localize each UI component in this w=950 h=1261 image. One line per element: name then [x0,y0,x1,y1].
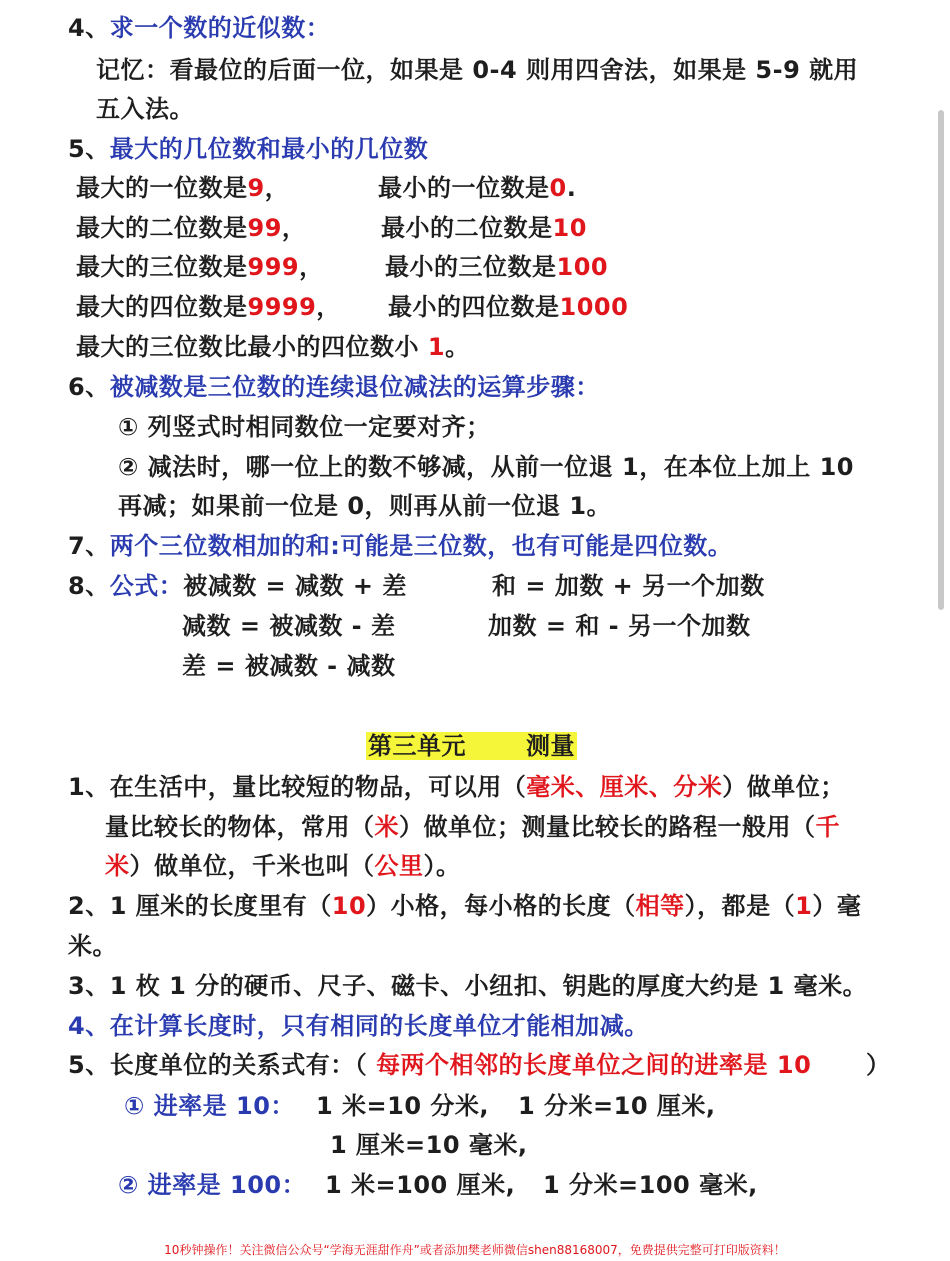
rate-label: ② 进率是 100： [118,1171,307,1199]
step-2-line-1: ② 减法时，哪一位上的数不够减，从前一位退 1，在本位上加上 10 [118,453,854,481]
measure-item-5-close: ） [866,1051,891,1079]
min-digit-row [378,172,576,204]
text: 1、在生活中，量比较短的物品，可以用（ [68,773,527,801]
step-1: ① 列竖式时相同数位一定要对齐； [118,413,491,441]
formula: 被减数 = 减数 + 差 [183,572,407,600]
measure-item-1-line-1 [68,771,845,803]
section-title: 最大的几位数和最小的几位数 [109,135,429,163]
answer: 1 [795,892,813,920]
section-4-heading [68,12,330,44]
max-digit-row [76,212,306,244]
text: ）。 [423,852,461,880]
measure-item-2-line-2: 米。 [68,932,117,960]
measure-item-1-line-2 [105,811,840,843]
min-digit-row [385,251,608,283]
scrollbar-thumb[interactable] [938,110,944,610]
summary-value: 1 [427,333,446,361]
text: ）做单位，千米也叫（ [129,852,375,880]
max-digit-row [76,291,341,323]
section-4-text-2: 五入法。 [96,95,194,123]
step-2-line-2: 再减；如果前一位是 0，则再从前一位退 1。 [118,492,612,520]
formula: 减数 = 被减数 - 差 [182,612,396,640]
text: 5、长度单位的关系式有：（ [68,1051,368,1079]
formula-label: 公式： [109,572,184,600]
summary-text: 最大的三位数比最小的四位数小 [76,333,419,361]
unit-title: 第三单元 [368,732,466,760]
section-8-heading [68,570,407,602]
rate-10-label [124,1090,295,1122]
min-digit-row [388,291,628,323]
answer: 相等 [635,892,685,920]
row-value: 999 [247,253,300,281]
rate-10-b: 1 分米=10 厘米, [518,1092,716,1120]
measure-item-2-line-1 [68,890,861,922]
measure-item-5-heading [68,1049,811,1081]
rate-100-a: 1 米=100 厘米, [325,1171,516,1199]
row-label: 最大的二位数是 [76,214,248,242]
row-punct: ， [281,214,307,242]
measure-item-1-line-3 [105,850,461,882]
section-5-summary [76,331,470,363]
row-value: 100 [556,253,609,281]
row-label: 最小的三位数是 [385,253,557,281]
section-number: 4、 [68,14,110,42]
text: ）小格，每小格的长度（ [366,892,636,920]
answer: 千 [815,813,840,841]
row-label: 最小的一位数是 [378,174,550,202]
answer: 10 [331,892,367,920]
formula: 加数 = 和 - 另一个加数 [488,612,751,640]
text: 2、1 厘米的长度里有（ [68,892,332,920]
section-4-text-1: 记忆：看最位的后面一位，如果是 0-4 则用四舍法，如果是 5-9 就用 [96,56,859,84]
min-digit-row [381,212,587,244]
section-title: 求一个数的近似数： [109,14,331,42]
row-punct: ， [316,293,341,321]
row-punct: ， [264,174,290,202]
section-number: 6、 [68,373,110,401]
section-7-heading [68,530,732,562]
measure-item-4: 4、在计算长度时，只有相同的长度单位才能相加减。 [68,1012,649,1040]
section-number: 7、 [68,532,110,560]
text: 量比较长的物体，常用（ [105,813,375,841]
row-punct: . [566,174,577,202]
unit-subtitle: 测量 [526,732,575,760]
row-label: 最大的一位数是 [76,174,248,202]
section-title: 被减数是三位数的连续退位减法的运算步骤： [109,373,600,401]
answer: 毫米、厘米、分米 [526,773,723,801]
row-value: 9999 [247,293,317,321]
summary-punct: 。 [445,333,470,361]
rate-label: ① 进率是 10： [124,1092,295,1120]
rate-10-a: 1 米=10 分米, [316,1092,490,1120]
max-digit-row [76,172,289,204]
max-digit-row [76,251,324,283]
section-5-heading [68,133,428,165]
row-label: 最小的四位数是 [388,293,560,321]
rate-100-label [118,1169,306,1201]
text: ）做单位； [722,773,845,801]
formula: 差 = 被减数 - 减数 [182,652,396,680]
answer: 公里 [374,852,424,880]
rate-10-c: 1 厘米=10 毫米, [330,1131,528,1159]
footer-notice: 10秒钟操作！关注微信公众号“学海无涯甜作舟”或者添加樊老师微信shen88168007，免费提供完整可打印版资料！ [164,1243,786,1257]
section-title: 两个三位数相加的和:可能是三位数，也有可能是四位数。 [109,532,733,560]
row-value: 0 [549,174,567,202]
section-number: 5、 [68,135,110,163]
row-value: 10 [552,214,587,242]
answer: 每两个相邻的长度单位之间的进率是 10 [376,1051,812,1079]
text: ），都是（ [684,892,796,920]
row-label: 最大的四位数是 [76,293,248,321]
section-6-heading [68,371,600,403]
row-value: 1000 [559,293,629,321]
measure-item-3: 3、1 枚 1 分的硬币、尺子、磁卡、小纽扣、钥匙的厚度大约是 1 毫米。 [68,972,868,1000]
unit-3-title [366,730,577,762]
answer: 米 [105,852,130,880]
rate-100-b: 1 分米=100 毫米, [543,1171,758,1199]
row-punct: ， [299,253,324,281]
row-value: 9 [247,174,265,202]
answer: 米 [374,813,399,841]
section-number: 8、 [68,572,110,600]
row-value: 99 [247,214,282,242]
text: ）毫 [812,892,862,920]
formula: 和 = 加数 + 另一个加数 [492,572,765,600]
text: ）做单位；测量比较长的路程一般用（ [399,813,816,841]
row-label: 最大的三位数是 [76,253,248,281]
unit-title-highlight [366,732,577,760]
row-label: 最小的二位数是 [381,214,553,242]
